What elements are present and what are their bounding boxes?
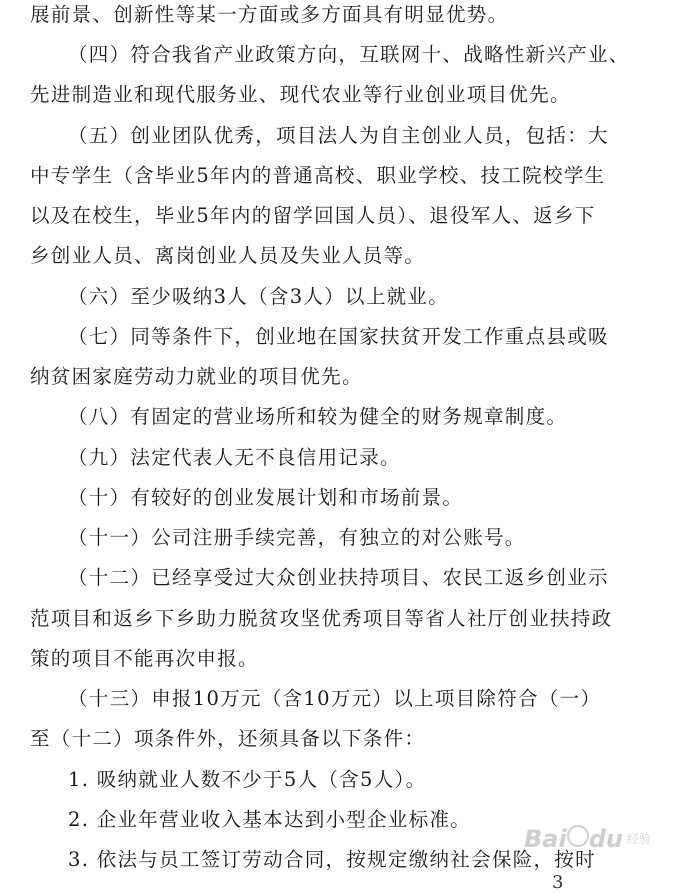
text-line: 范项目和返乡下乡助力脱贫攻坚优秀项目等省人社厅创业扶持政 <box>30 607 613 630</box>
text-line: 中专学生（含毕业5年内的普通高校、职业学校、技工院校学生 <box>30 164 606 187</box>
watermark-subtitle: 经验 <box>626 832 651 846</box>
text-line: （十二）已经享受过大众创业扶持项目、农民工返乡创业示 <box>68 566 609 589</box>
text-line: 3. 依法与员工签订劳动合同，按规定缴纳社会保险，按时 <box>68 848 596 871</box>
watermark-logo: Bai du <box>524 825 623 853</box>
text-line: （十）有较好的创业发展计划和市场前景。 <box>68 486 464 509</box>
text-line: 1. 吸纳就业人数不少于5人（含5人）。 <box>68 768 427 791</box>
text-line: （七）同等条件下，创业地在国家扶贫开发工作重点县或吸 <box>68 325 609 348</box>
page-number: 3 <box>552 872 564 893</box>
text-line: 乡创业人员、离岗创业人员及失业人员等。 <box>30 244 426 267</box>
text-line: 展前景、创新性等某一方面或多方面具有明显优势。 <box>30 3 509 26</box>
text-line: （六）至少吸纳3人（含3人）以上就业。 <box>68 285 450 308</box>
text-line: （八）有固定的营业场所和较为健全的财务规章制度。 <box>68 405 568 428</box>
text-line: （四）符合我省产业政策方向，互联网十、战略性新兴产业、 <box>68 43 630 66</box>
text-line: （九）法定代表人无不良信用记录。 <box>68 446 401 469</box>
baidu-watermark <box>524 825 651 853</box>
text-line: （五）创业团队优秀，项目法人为自主创业人员，包括：大 <box>68 124 609 147</box>
text-line: 至（十二）项条件外，还须具备以下条件： <box>30 727 426 750</box>
text-line: 纳贫困家庭劳动力就业的项目优先。 <box>30 365 363 388</box>
text-line: 策的项目不能再次申报。 <box>30 647 259 670</box>
text-line: （十一）公司注册手续完善，有独立的对公账号。 <box>68 526 526 549</box>
text-line: 2. 企业年营业收入基本达到小型企业标准。 <box>68 808 472 831</box>
paw-icon <box>567 825 589 847</box>
text-line: （十三）申报10万元（含10万元）以上项目除符合（一） <box>68 687 602 710</box>
text-line: 先进制造业和现代服务业、现代农业等行业创业项目优先。 <box>30 83 571 106</box>
text-line: 以及在校生，毕业5年内的留学回国人员）、退役军人、返乡下 <box>30 204 596 227</box>
